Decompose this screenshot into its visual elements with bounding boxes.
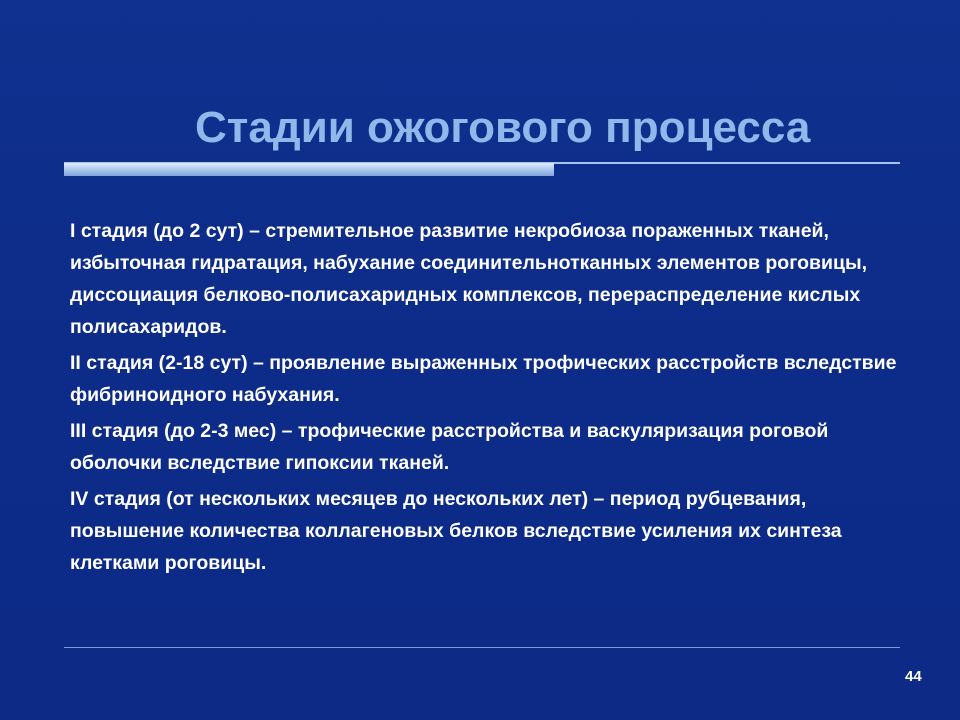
- page-number: 44: [905, 668, 922, 685]
- stage-4-paragraph: IV стадия (от нескольких месяцев до нескольких лет) – период рубцевания, повышение количества коллагеновых белков вследствие усиления их синтеза клетками роговицы.: [70, 488, 842, 574]
- footer-divider: [64, 647, 900, 648]
- slide-body: [70, 215, 900, 583]
- title-underline-thick: [64, 163, 554, 176]
- stage-2-paragraph: II стадия (2-18 сут) – проявление выраженных трофических расстройств вследствие фибриноидного набухания.: [70, 352, 897, 406]
- stage-3-paragraph: III стадия (до 2-3 мес) – трофические расстройства и васкуляризация роговой оболочки вследствие гипоксии тканей.: [70, 420, 829, 474]
- slide-title: Стадии ожогового процесса: [195, 103, 811, 152]
- stage-1-paragraph: I стадия (до 2 сут) – стремительное развитие некробиоза пораженных тканей, избыточная гидратация, набухание соединительнотканных элементов роговицы, диссоциация белково-полисахаридных комплексов, перераспределение кислых полисахаридов.: [70, 220, 868, 338]
